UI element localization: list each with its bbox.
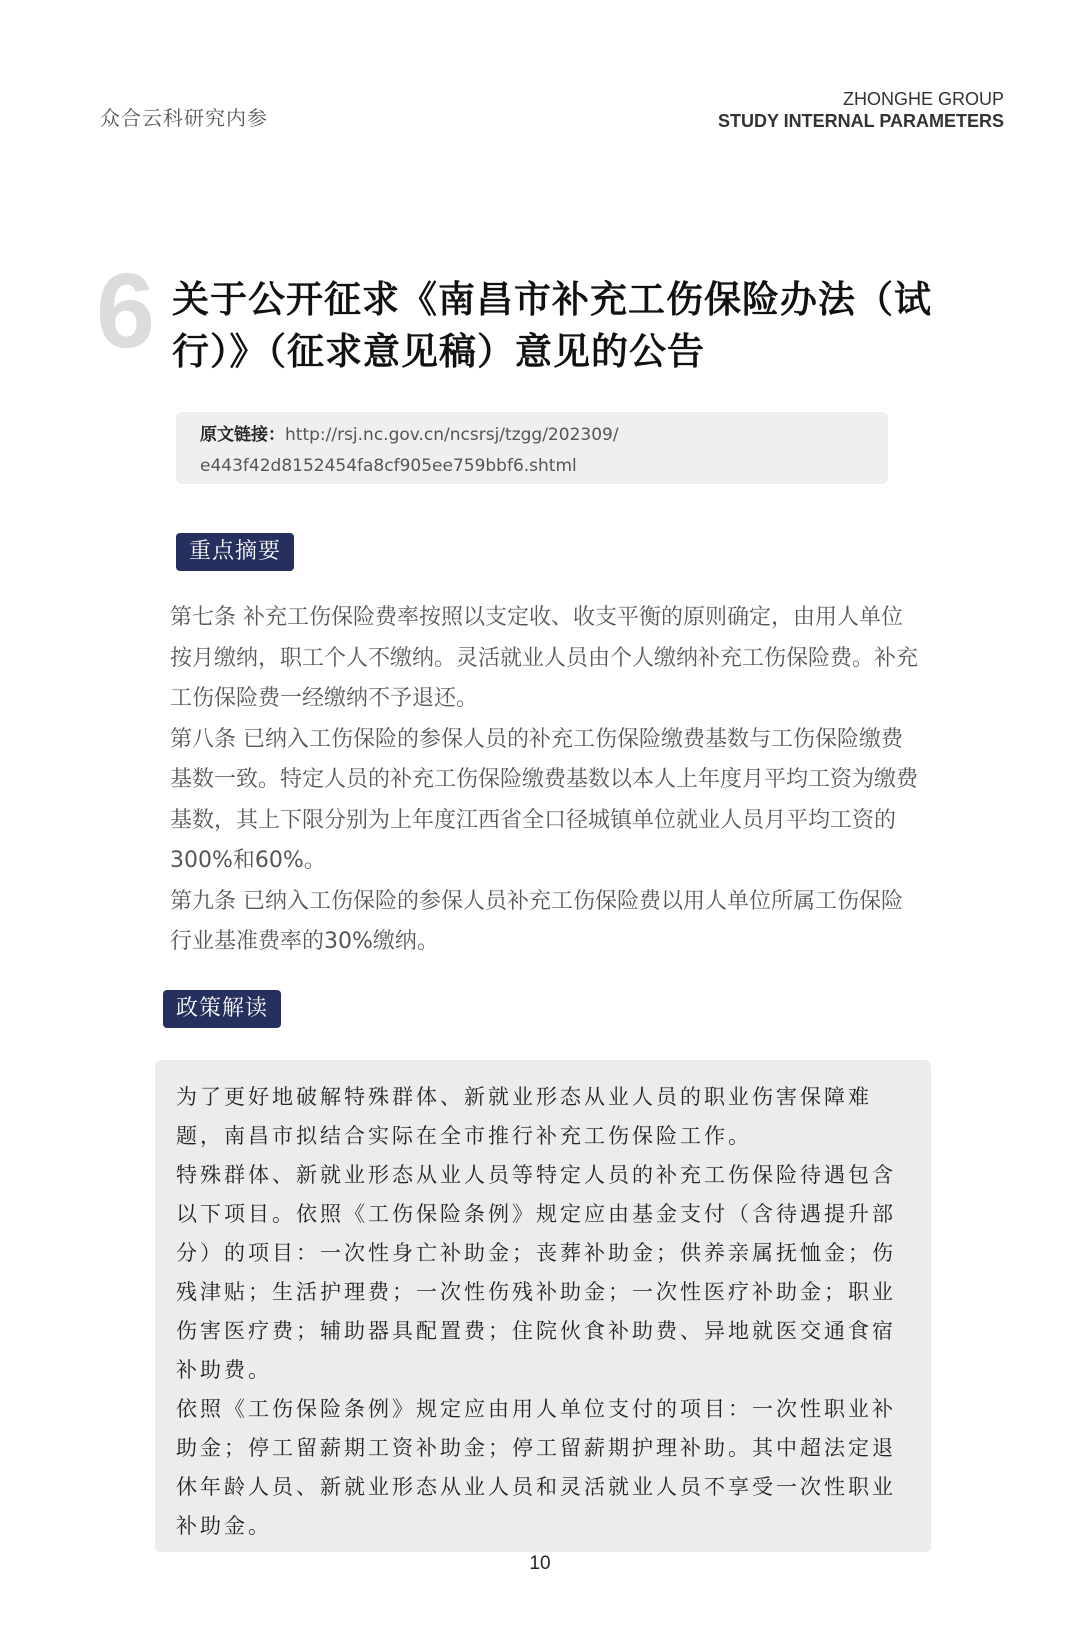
source-link-box [176, 412, 888, 484]
summary-tag: 重点摘要 [176, 533, 294, 571]
brand-line-2: STUDY INTERNAL PARAMETERS [717, 111, 1004, 131]
policy-tag: 政策解读 [163, 990, 281, 1028]
summary-section [170, 598, 920, 963]
page-number: 10 [529, 1553, 551, 1574]
source-link-url-part-2[interactable]: e443f42d8152454fa8cf905ee759bbf6.shtml [200, 456, 577, 476]
policy-paragraph: 特殊群体、新就业形态从业人员等特定人员的补充工伤保险待遇包含以下项目。依照《工伤保险条例》规定应由基金支付（含待遇提升部分）的项目：一次性身亡补助金；丧葬补助金；供养亲属抚恤金；伤残津贴；生活护理费；一次性伤残补助金；一次性医疗补助金；职业伤害医疗费；辅助器具配置费；住院伙食补助费、异地就医交通食宿补助费。 [176, 1163, 896, 1382]
source-link-label: 原文链接： [200, 425, 285, 445]
policy-paragraph: 为了更好地破解特殊群体、新就业形态从业人员的职业伤害保障难题，南昌市拟结合实际在全市推行补充工伤保险工作。 [176, 1085, 872, 1148]
summary-paragraph: 第八条 已纳入工伤保险的参保人员的补充工伤保险缴费基数与工伤保险缴费基数一致。特定人员的补充工伤保险缴费基数以本人上年度月平均工资为缴费基数，其上下限分别为上年度江西省全口径城镇单位就业人员月平均工资的300%和60%。 [170, 726, 919, 873]
source-link-line-1 [200, 420, 888, 451]
summary-paragraph: 第九条 已纳入工伤保险的参保人员补充工伤保险费以用人单位所属工伤保险行业基准费率的30%缴纳。 [170, 888, 903, 954]
brand-line-1: ZHONGHE GROUP [842, 89, 1004, 109]
section-number: 6 [96, 252, 155, 370]
publication-title: 众合云科研究内参 [100, 106, 268, 130]
policy-paragraph: 依照《工伤保险条例》规定应由用人单位支付的项目：一次性职业补助金；停工留薪期工资补助金；停工留薪期护理补助。其中超法定退休年龄人员、新就业形态从业人员和灵活就业人员不享受一次性职业补助金。 [176, 1397, 896, 1538]
article-title: 关于公开征求《南昌市补充工伤保险办法（试行）》（征求意见稿）意见的公告 [172, 278, 932, 373]
header-brand [718, 88, 1004, 132]
source-link-url-part-1[interactable]: http://rsj.nc.gov.cn/ncsrsj/tzgg/202309/ [285, 425, 619, 445]
policy-interpretation-box [155, 1060, 931, 1552]
summary-paragraph: 第七条 补充工伤保险费率按照以支定收、收支平衡的原则确定，由用人单位按月缴纳，职工个人不缴纳。灵活就业人员由个人缴纳补充工伤保险费。补充工伤保险费一经缴纳不予退还。 [170, 605, 919, 711]
